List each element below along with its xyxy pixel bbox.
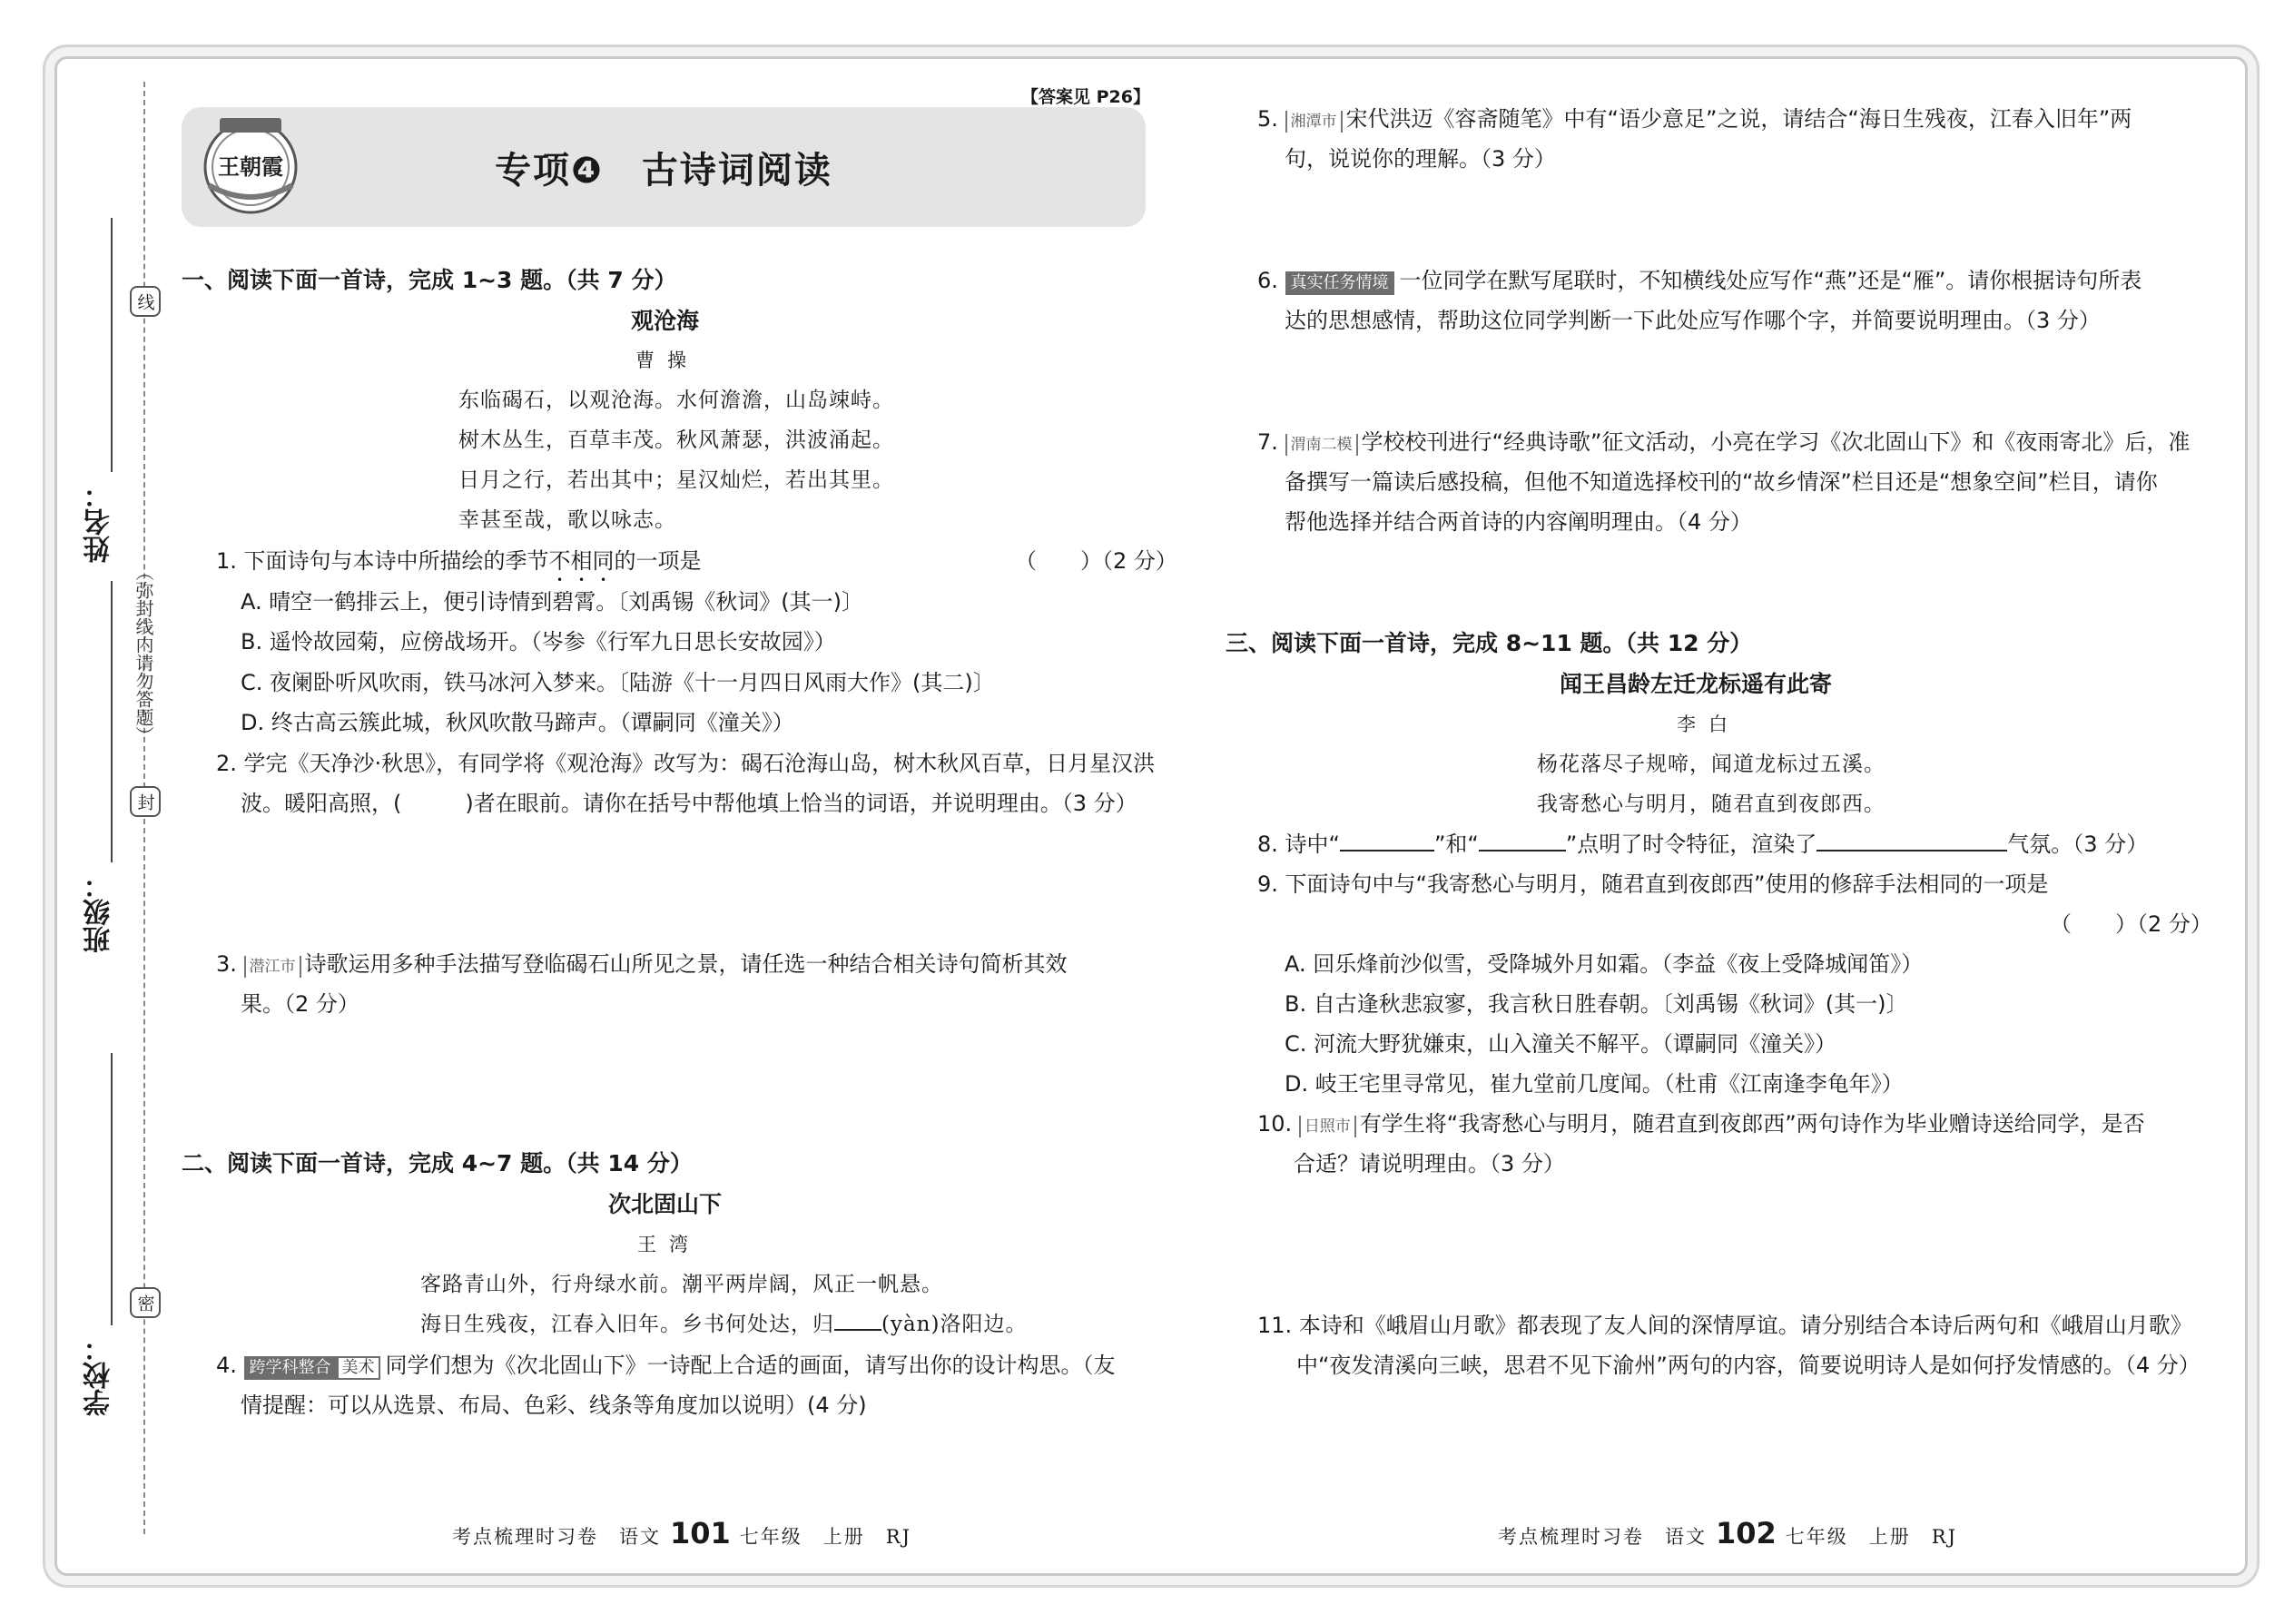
question-11 (1257, 1310, 2192, 1341)
q5-line1: 宋代洪迈《容斋随笔》中有“语少意足”之说，请结合“海日生残夜，江春入旧年”两 (1345, 106, 2132, 132)
q7-number: 7. (1257, 429, 1278, 455)
question-8 (1257, 829, 2148, 860)
q8-text-a: 诗中“ (1285, 832, 1340, 857)
poem-2-blank[interactable] (834, 1309, 881, 1331)
q2-line2-end: )者在眼前。请你在括号中帮他填上恰当的词语，并说明理由。（3 分） (465, 791, 1137, 816)
q8-text-b: ”和“ (1433, 832, 1479, 857)
section-3-heading: 三、阅读下面一首诗，完成 8~11 题。（共 12 分） (1226, 630, 1753, 656)
q7-line1: 学校校刊进行“经典诗歌”征文活动，小亮在学习《次北固山下》和《夜雨寄北》后，准 (1361, 429, 2191, 455)
q3-answer-area[interactable] (241, 1026, 1148, 1135)
q9-option-c[interactable]: C. 河流大野犹嫌束，山入潼关不解平。（谭嗣同《潼关》） (1285, 1031, 1837, 1057)
q2-number: 2. (216, 751, 237, 776)
class-label: 班级： (84, 871, 115, 953)
q1-emphasis: 不相同 (548, 548, 615, 574)
school-field[interactable] (111, 1053, 113, 1325)
q11-number: 11. (1257, 1313, 1293, 1338)
q9-option-d[interactable]: D. 岐王宅里寻常见，崔九堂前几度闻。（杜甫《江南逢李龟年》） (1285, 1071, 1904, 1097)
mark-feng: 封 (130, 786, 161, 817)
mark-mi: 密 (130, 1287, 161, 1318)
header-banner (182, 107, 1146, 227)
q10-answer-area[interactable] (1285, 1189, 2192, 1298)
section-1-heading: 一、阅读下面一首诗，完成 1~3 题。（共 7 分） (182, 267, 677, 293)
poem-1-line: 幸甚至哉，歌以咏志。 (458, 508, 676, 532)
q10-line2: 合适？请说明理由。（3 分） (1294, 1151, 1565, 1176)
q6-answer-area[interactable] (1285, 343, 2192, 420)
q2-answer-area[interactable] (241, 826, 1148, 935)
poem-2-line (420, 1309, 1027, 1340)
question-9 (1257, 869, 2048, 900)
q3-number: 3. (216, 951, 237, 977)
q2-line1: 学完《天净沙·秋思》，有同学将《观沧海》改写为：碣石沧海山岛，树木秋风百草，日月星汉洪 (243, 751, 1156, 776)
q10-region-tag: 日照市 (1299, 1116, 1356, 1137)
q9-line1: 下面诗句中与“我寄愁心与明月，随君直到夜郎西”使用的修辞手法相同的一项是 (1285, 871, 2049, 897)
q9-answer-paren[interactable]: （ ）（2 分） (2050, 911, 2212, 937)
q9-option-b[interactable]: B. 自古逢秋悲寂寥，我言秋日胜春朝。〔刘禹锡《秋词》(其一)〕 (1285, 991, 1908, 1017)
poem-3-line: 我寄愁心与明月，随君直到夜郎西。 (1537, 792, 1885, 816)
q4-answer-area[interactable] (241, 1430, 1148, 1511)
page-number-left: 101 (670, 1516, 731, 1550)
q7-answer-area[interactable] (1285, 545, 2192, 626)
q10-number: 10. (1257, 1111, 1293, 1137)
q8-text-d: 气氛。（3 分） (2007, 832, 2149, 857)
q4-number: 4. (216, 1353, 237, 1378)
q8-number: 8. (1257, 832, 1278, 857)
q5-number: 5. (1257, 106, 1278, 132)
q3-line1: 诗歌运用多种手法描写登临碣石山所见之景，请任选一种结合相关诗句简析其效 (304, 951, 1068, 977)
question-4 (216, 1350, 1116, 1381)
poem-2-line: 客路青山外，行舟绿水前。潮平两岸阔，风正一帆悬。 (420, 1273, 943, 1296)
answer-reference: 【答案见 P26】 (1021, 87, 1150, 107)
q1-text: 下面诗句与本诗中所描绘的季节 (243, 548, 549, 574)
q9-number: 9. (1257, 871, 1278, 897)
q6-line2: 达的思想感情，帮助这位同学判断一下此处应写作哪个字，并简要说明理由。（3 分） (1285, 308, 2101, 333)
q1-answer-paren[interactable]: （ ）（2 分） (1015, 548, 1177, 574)
page-number-right: 102 (1716, 1516, 1777, 1550)
footer-right-grade: 七年级 上册 RJ (1785, 1526, 1958, 1548)
q7-line3: 帮他选择并结合两首诗的内容阐明理由。（4 分） (1285, 509, 1752, 535)
poem-3-title: 闻王昌龄左迁龙标遥有此寄 (1560, 671, 1833, 697)
poem-3-line: 杨花落尽子规啼，闻道龙标过五溪。 (1537, 753, 1885, 776)
q6-number: 6. (1257, 268, 1278, 293)
footer-right-subject: 考点梳理时习卷 语文 (1498, 1526, 1707, 1548)
q7-region-tag: 渭南二模 (1285, 434, 1358, 456)
poem-3-author: 李白 (1677, 714, 1740, 735)
poem-2-title: 次北固山下 (608, 1191, 723, 1217)
name-label: 姓名： (84, 481, 115, 563)
q3-line2: 果。（2 分） (241, 991, 359, 1017)
section-2-heading: 二、阅读下面一首诗，完成 4~7 题。（共 14 分） (182, 1150, 693, 1176)
question-6 (1257, 265, 2141, 296)
poem-1-line: 东临碣石，以观沧海。水何澹澹，山岛竦峙。 (458, 389, 894, 412)
poem-1-line: 日月之行，若出其中；星汉灿烂，若出其里。 (458, 468, 894, 492)
q1-option-c[interactable]: C. 夜阑卧听风吹雨，铁马冰河入梦来。〔陆游《十一月四日风雨大作》(其二)〕 (241, 670, 995, 695)
poem-1-title: 观沧海 (631, 308, 700, 334)
page-title: 专项❹ 古诗词阅读 (495, 150, 832, 192)
q6-tag-real-task: 真实任务情境 (1285, 271, 1394, 295)
name-field[interactable] (111, 218, 113, 472)
footer-left-subject: 考点梳理时习卷 语文 (452, 1526, 661, 1548)
footer-left (452, 1516, 911, 1550)
q4-line1: 同学们想为《次北固山下》一诗配上合适的画面，请写出你的设计构思。（友 (385, 1353, 1116, 1378)
poem-2-line2-end: (yàn)洛阳边。 (881, 1313, 1028, 1336)
poem-2-line2-start: 海日生残夜，江春入旧年。乡书何处达，归 (420, 1313, 834, 1336)
q8-blank-2[interactable] (1479, 830, 1566, 851)
q1-option-d[interactable]: D. 终古高云簇此城，秋风吹散马蹄声。（谭嗣同《潼关》） (241, 710, 794, 735)
poem-2-author: 王湾 (637, 1234, 701, 1255)
q6-line1: 一位同学在默写尾联时，不知横线处应写作“燕”还是“雁”。请你根据诗句所表 (1399, 268, 2142, 293)
q11-answer-area[interactable] (1285, 1389, 2192, 1498)
q5-answer-area[interactable] (1285, 182, 2192, 263)
question-7 (1257, 427, 2190, 458)
q3-region-tag: 潜江市 (244, 956, 301, 978)
q8-blank-1[interactable] (1340, 830, 1434, 851)
question-3 (216, 949, 1068, 979)
q10-line1: 有学生将“我寄愁心与明月，随君直到夜郎西”两句诗作为毕业赠诗送给同学，是否 (1359, 1111, 2145, 1137)
q11-line1: 本诗和《峨眉山月歌》都表现了友人间的深情厚谊。请分别结合本诗后两句和《峨眉山月歌》 (1298, 1313, 2192, 1338)
q5-line2: 句，说说你的理解。（3 分） (1285, 146, 1556, 172)
q7-line2: 备撰写一篇读后感投稿，但他不知道选择校刊的“故乡情深”栏目还是“想象空间”栏目，请你 (1285, 469, 2158, 495)
q4-tag-art: 美术 (337, 1356, 380, 1380)
q9-option-a[interactable]: A. 回乐烽前沙似雪，受降城外月如霜。（李益《夜上受降城闻笛》） (1285, 951, 1924, 977)
q1-text-end: 的一项是 (614, 548, 702, 574)
q4-tag-cross-subject: 跨学科整合 (244, 1356, 337, 1380)
footer-right (1498, 1516, 1957, 1550)
mark-xian: 线 (130, 286, 161, 317)
q1-option-b[interactable]: B. 遥怜故园菊，应傍战场开。（岑参《行军九日思长安故园》） (241, 629, 836, 655)
q2-line2-start: 波。暖阳高照，( (241, 791, 402, 816)
q11-line2: 中“夜发清溪向三峡，思君不见下渝州”两句的内容，简要说明诗人是如何抒发情感的。（4 分） (1296, 1353, 2200, 1378)
poem-1-line: 树木丛生，百草丰茂。秋风萧瑟，洪波涌起。 (458, 428, 894, 452)
q8-text-c: ”点明了时令特征，渲染了 (1565, 832, 1817, 857)
q1-number: 1. (216, 548, 237, 574)
q1-option-a[interactable]: A. 晴空一鹤排云上，便引诗情到碧霄。〔刘禹锡《秋词》(其一)〕 (241, 589, 863, 615)
question-5 (1257, 103, 2132, 134)
question-2 (216, 748, 1155, 779)
seal-text: 王朝霞 (218, 153, 283, 180)
class-field[interactable] (111, 581, 113, 862)
q2-line2 (241, 788, 1137, 819)
q4-line2: 情提醒：可以从选景、布局、色彩、线条等角度加以说明）(4 分) (241, 1393, 867, 1418)
school-label: 学校： (84, 1334, 115, 1416)
footer-left-grade: 七年级 上册 RJ (739, 1526, 912, 1548)
seal-note: （弥封线内请勿答题） (133, 563, 154, 744)
poem-1-author: 曹操 (635, 349, 699, 371)
q8-blank-3[interactable] (1816, 830, 2007, 851)
q5-region-tag: 湘潭市 (1285, 111, 1343, 133)
question-10 (1257, 1108, 2145, 1139)
question-1 (216, 546, 702, 586)
